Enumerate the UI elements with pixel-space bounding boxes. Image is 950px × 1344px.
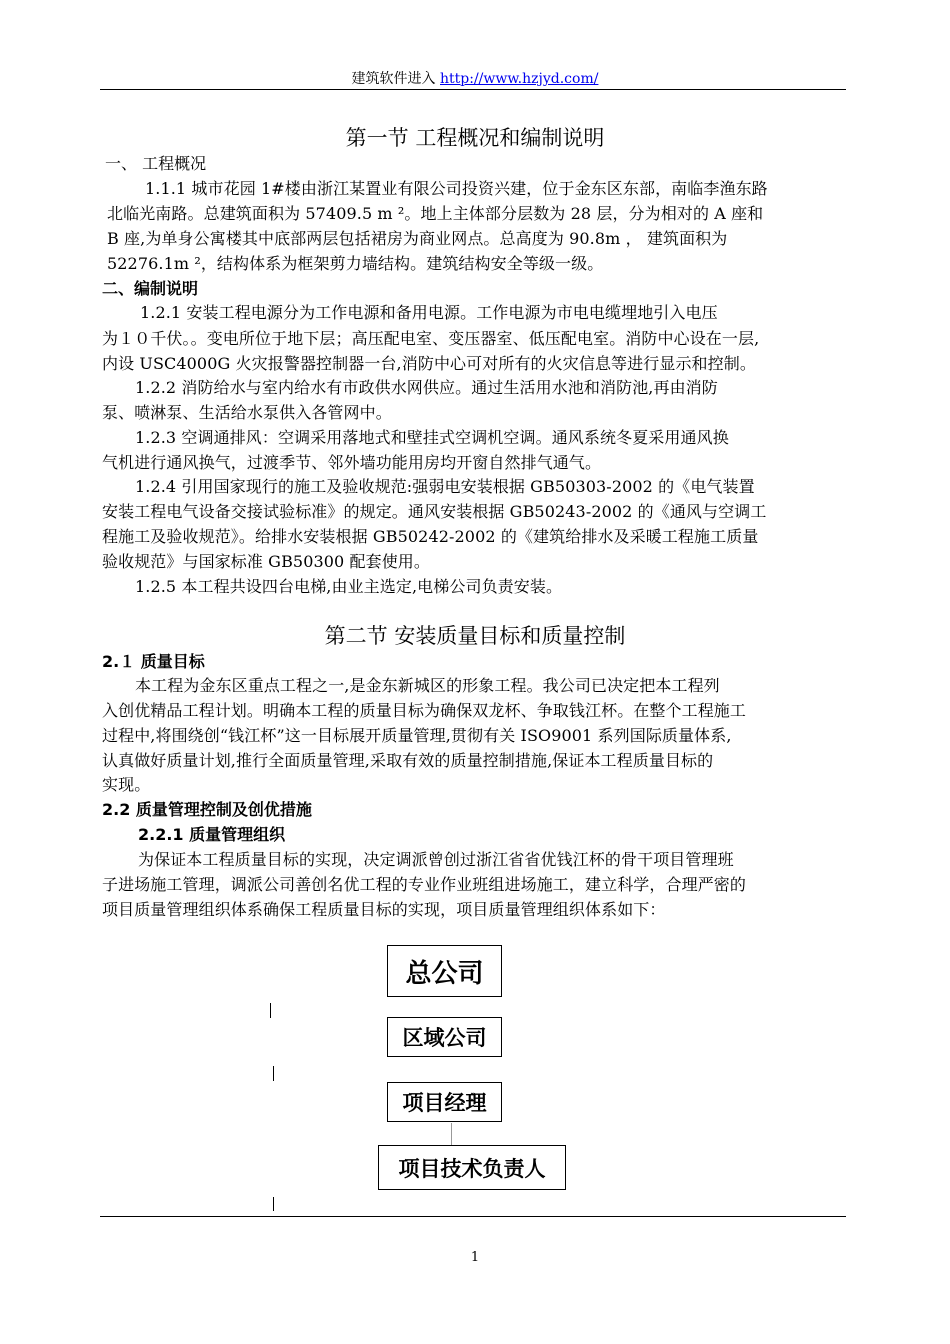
goal-line: 本工程为金东区重点工程之一,是金东新城区的形象工程。我公司已决定把本工程列: [135, 676, 720, 695]
connector-tick: [270, 1003, 271, 1018]
notes-line: 程施工及验收规范》。给排水安装根据 GB50242-2002 的《建筑给排水及采暖工程施工质量: [102, 527, 759, 546]
notes-line: 1.2.1 安装工程电源分为工作电源和备用电源。工作电源为市电电缆埋地引入电压: [140, 303, 718, 322]
page-header: [0, 68, 950, 88]
heading-goal: 2.１ 质量目标: [102, 652, 205, 671]
org-node-regional-company: 区域公司: [387, 1017, 502, 1057]
org-node-project-manager: 项目经理: [387, 1082, 502, 1122]
goal-line: 实现。: [102, 775, 151, 794]
notes-line: 内设 USC4000G 火灾报警器控制器一台,消防中心可对所有的火灾信息等进行显示和控制。: [102, 354, 756, 373]
page-number: 1: [470, 1250, 480, 1265]
heading-overview: 一、 工程概况: [105, 154, 207, 173]
notes-line: 为１０千伏。。变电所位于地下层；高压配电室、变压器室、低压配电室。消防中心设在一层,: [102, 329, 760, 348]
connector-tick: [273, 1066, 274, 1081]
heading-notes: 二、编制说明: [102, 279, 199, 298]
notes-line: 气机进行通风换气，过渡季节、邻外墙功能用房均开窗自然排气通气。: [102, 453, 602, 472]
notes-line: 1.2.2 消防给水与室内给水有市政供水网供应。通过生活用水池和消防池,再由消防: [135, 378, 718, 397]
notes-line: 1.2.3 空调通排风：空调采用落地式和壁挂式空调机空调。通风系统冬夏采用通风换: [135, 428, 729, 447]
goal-line: 过程中,将围绕创“钱江杯”这一目标展开质量管理,贯彻有关 ISO9001 系列国际质量体系,: [102, 726, 732, 745]
heading-control: 2.2 质量管理控制及创优措施: [102, 800, 312, 819]
overview-line: 1.1.1 城市花园 1#楼由浙江某置业有限公司投资兴建，位于金东区东部，南临李渔东路: [145, 179, 768, 198]
notes-line: 1.2.5 本工程共设四台电梯,由业主选定,电梯公司负责安装。: [135, 577, 563, 596]
connector-line: [451, 1123, 452, 1145]
header-link[interactable]: http://www.hzjyd.com/: [440, 71, 599, 87]
notes-line: 1.2.4 引用国家现行的施工及验收规范:强弱电安装根据 GB50303-2002 的《电气装置: [135, 477, 755, 496]
org-line: 子进场施工管理，调派公司善创名优工程的专业作业班组进场施工，建立科学，合理严密的: [102, 875, 747, 894]
heading-org: 2.2.1 质量管理组织: [138, 825, 286, 844]
org-line: 为保证本工程质量目标的实现，决定调派曾创过浙江省省优钱江杯的骨干项目管理班: [138, 850, 734, 869]
section1-title: 第一节 工程概况和编制说明: [345, 126, 605, 150]
header-prefix: 建筑软件进入: [351, 71, 440, 87]
overview-line: 52276.1m ²，结构体系为框架剪力墙结构。建筑结构安全等级一级。: [107, 254, 604, 273]
goal-line: 入创优精品工程计划。明确本工程的质量目标为确保双龙杯、争取钱江杯。在整个工程施工: [102, 701, 747, 720]
org-node-tech-lead: 项目技术负责人: [378, 1145, 566, 1190]
header-rule: [100, 89, 846, 90]
overview-line: 北临光南路。总建筑面积为 57409.5 m ²。地上主体部分层数为 28 层，分为相对的 A 座和: [107, 204, 764, 223]
notes-line: 验收规范》与国家标准 GB50300 配套使用。: [102, 552, 431, 571]
org-node-head-office: 总公司: [387, 945, 502, 997]
overview-line: B 座,为单身公寓楼其中底部两层包括裙房为商业网点。总高度为 90.8m ， 建筑面积为: [107, 229, 728, 248]
goal-line: 认真做好质量计划,推行全面质量管理,采取有效的质量控制措施,保证本工程质量目标的: [102, 751, 714, 770]
org-line: 项目质量管理组织体系确保工程质量目标的实现，项目质量管理组织体系如下：: [102, 900, 666, 919]
section2-title: 第二节 安装质量目标和质量控制: [324, 624, 626, 648]
connector-tick: [273, 1197, 274, 1211]
notes-line: 泵、喷淋泵、生活给水泵供入各管网中。: [102, 403, 392, 422]
footer-rule: [100, 1216, 846, 1217]
notes-line: 安装工程电气设备交接试验标准》的规定。通风安装根据 GB50243-2002 的《通风与空调工: [102, 502, 767, 521]
